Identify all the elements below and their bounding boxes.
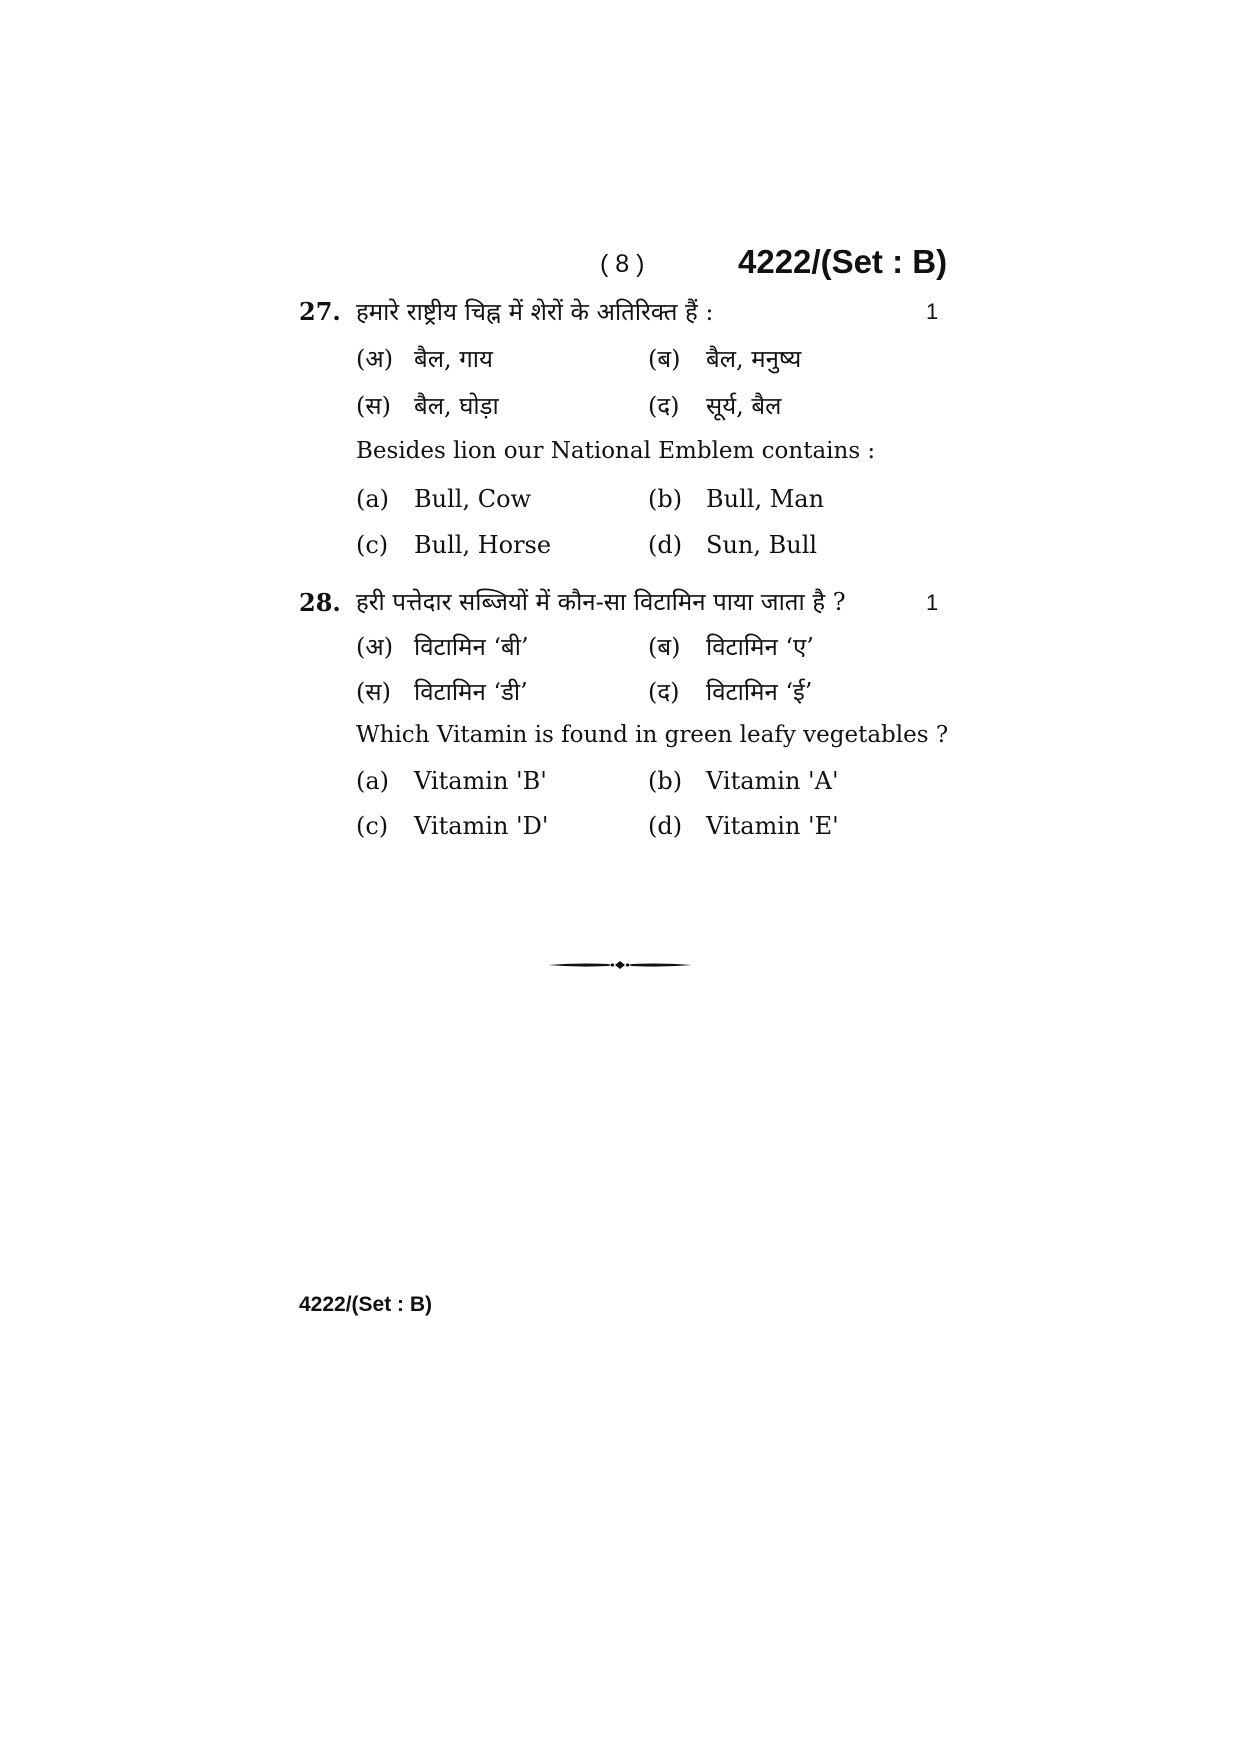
- option-label: (ब): [648, 633, 681, 661]
- option-label: (अ): [356, 345, 394, 373]
- question-number: 27.: [299, 297, 341, 326]
- option-text: Sun, Bull: [706, 531, 818, 559]
- option-label: (b): [648, 485, 683, 513]
- option-text: सूर्य, बैल: [706, 392, 782, 420]
- option-text: Vitamin 'D': [414, 812, 549, 840]
- option-text: विटामिन ‘बी’: [414, 633, 529, 661]
- option-text: बैल, घोड़ा: [414, 392, 499, 420]
- option-label: (द): [648, 678, 680, 706]
- question-marks: 1: [926, 299, 939, 324]
- option-label: (c): [356, 812, 389, 840]
- option-text: Bull, Cow: [414, 485, 532, 513]
- option-label: (ब): [648, 345, 681, 373]
- question-marks: 1: [926, 590, 939, 615]
- option-text: Vitamin 'E': [706, 812, 839, 840]
- option-label: (a): [356, 767, 390, 795]
- option-text: Vitamin 'A': [706, 767, 839, 795]
- option-label: (स): [356, 392, 391, 420]
- option-text: विटामिन ‘ए’: [706, 633, 814, 661]
- option-text: Bull, Horse: [414, 531, 552, 559]
- option-label: (a): [356, 485, 390, 513]
- option-label: (स): [356, 678, 391, 706]
- option-text: बैल, गाय: [414, 345, 493, 373]
- option-text: विटामिन ‘ई’: [706, 678, 813, 706]
- question-text-hindi: हरी पत्तेदार सब्जियों में कौन-सा विटामिन पाया जाता है ?: [356, 588, 846, 616]
- option-label: (द): [648, 392, 680, 420]
- question-text-english: Besides lion our National Emblem contains :: [356, 438, 876, 464]
- question-number: 28.: [299, 588, 341, 617]
- option-text: बैल, मनुष्य: [706, 345, 802, 373]
- option-label: (b): [648, 767, 683, 795]
- option-label: (d): [648, 531, 683, 559]
- question-text-hindi: हमारे राष्ट्रीय चिह्न में शेरों के अतिरिक्त हैं :: [356, 298, 714, 326]
- paper-code-footer: 4222/(Set : B): [299, 1293, 433, 1316]
- option-text: Bull, Man: [706, 485, 825, 513]
- option-text: विटामिन ‘डी’: [414, 678, 528, 706]
- page-number: ( 8 ): [600, 250, 645, 278]
- option-label: (d): [648, 812, 683, 840]
- option-text: Vitamin 'B': [414, 767, 547, 795]
- option-label: (अ): [356, 633, 394, 661]
- question-text-english: Which Vitamin is found in green leafy vegetables ?: [356, 722, 949, 748]
- paper-code-header: 4222/(Set : B): [738, 243, 948, 280]
- end-ornament-divider: [548, 958, 692, 972]
- option-label: (c): [356, 531, 389, 559]
